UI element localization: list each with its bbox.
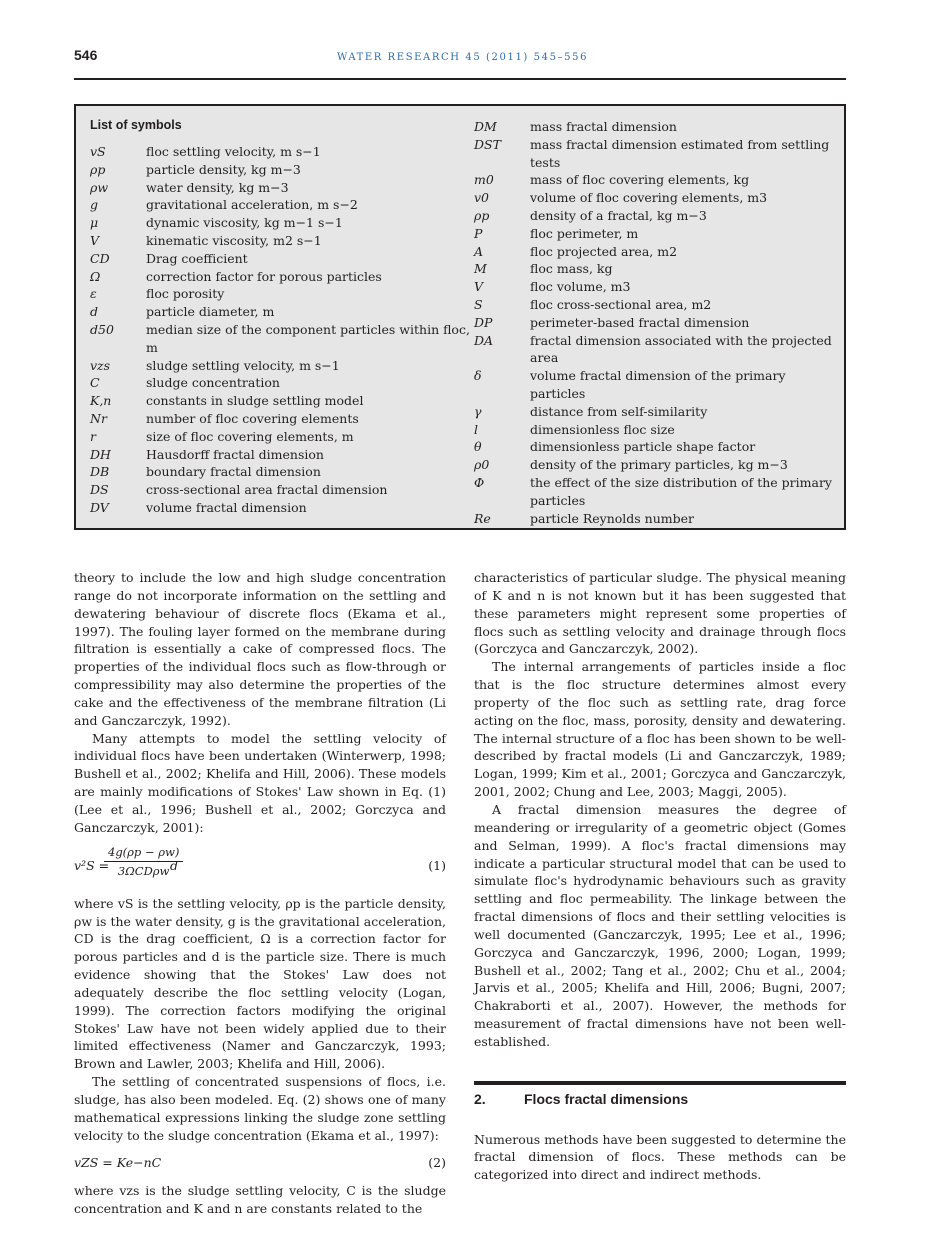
symbol-key: l [474, 421, 478, 437]
running-head: WATER RESEARCH 45 (2011) 545–556 [336, 52, 589, 63]
symbol-description: constants in sludge settling model [146, 393, 364, 409]
symbol-key: DA [474, 332, 494, 348]
symbol-description: dimensionless floc size [530, 421, 675, 437]
symbol-key: vS [90, 144, 106, 159]
symbol-description: volume fractal dimension [146, 499, 307, 515]
symbol-description: floc cross-sectional area, m2 [530, 296, 712, 312]
symbol-key: Ω [90, 268, 101, 284]
equation-tail: d [170, 857, 179, 873]
symbol-key: ε [90, 286, 97, 302]
symbol-row [90, 232, 470, 250]
symbol-description: dynamic viscosity, kg m−1 s−1 [146, 215, 343, 231]
symbol-row [90, 357, 470, 375]
symbol-description: density of the primary particles, kg m−3 [530, 457, 788, 473]
symbol-description: size of floc covering elements, m [146, 428, 354, 444]
symbol-row [90, 374, 470, 392]
symbol-row [90, 303, 470, 321]
symbol-row [90, 392, 470, 410]
symbol-key: K,n [90, 393, 112, 409]
symbol-row [474, 332, 834, 368]
symbol-description: fractal dimension associated with the projected area [530, 332, 832, 366]
symbol-description: sludge concentration [146, 375, 280, 391]
symbol-row [474, 296, 834, 314]
equation-numerator: 4g(ρp − ρw) [104, 843, 183, 862]
section-number: 2. [474, 1090, 486, 1107]
symbol-description: mass of floc covering elements, kg [530, 172, 750, 188]
symbol-description: cross-sectional area fractal dimension [146, 482, 388, 498]
symbols-right-column [474, 118, 834, 527]
symbol-key: S [474, 296, 483, 312]
symbol-key: CD [90, 250, 110, 266]
section-heading [474, 1091, 846, 1109]
symbol-description: volume of floc covering elements, m3 [530, 190, 768, 206]
symbol-row [474, 278, 834, 296]
symbol-row [90, 214, 470, 232]
symbol-description: Drag coefficient [146, 250, 248, 266]
symbol-description: gravitational acceleration, m s−2 [146, 197, 358, 213]
symbol-key: DST [474, 136, 501, 152]
symbol-row [474, 510, 834, 528]
symbol-description: volume fractal dimension of the primary particles [530, 368, 786, 401]
symbol-key: v0 [474, 190, 490, 206]
symbol-description: density of a fractal, kg m−3 [530, 207, 707, 223]
symbol-description: particle diameter, m [146, 304, 275, 320]
symbol-key: γ [474, 403, 482, 419]
symbol-key: Nr [90, 410, 107, 426]
symbol-description: perimeter-based fractal dimension [530, 314, 750, 330]
symbol-description: number of floc covering elements [146, 410, 359, 426]
symbol-key: DB [90, 464, 110, 480]
symbol-key: r [90, 428, 96, 444]
symbol-description: sludge settling velocity, m s−1 [146, 357, 340, 373]
symbol-key: m0 [474, 172, 494, 188]
symbol-key: vzs [90, 357, 111, 373]
symbol-key: DS [90, 482, 109, 498]
symbol-row [90, 499, 470, 517]
equation-number: (2) [428, 1155, 446, 1171]
symbol-key: DM [474, 119, 497, 134]
symbol-key: M [474, 261, 487, 277]
symbol-row [90, 143, 470, 161]
symbol-row [474, 207, 834, 225]
symbol-row [474, 243, 834, 261]
symbol-key: ρp [90, 161, 106, 177]
symbol-description: particle density, kg m−3 [146, 161, 301, 177]
symbol-row [474, 456, 834, 474]
symbol-row [90, 428, 470, 446]
equation-1 [74, 843, 446, 889]
list-of-symbols-box [74, 104, 846, 530]
symbol-row [474, 260, 834, 278]
equation-number: (1) [428, 857, 446, 873]
symbol-key: A [474, 243, 484, 259]
paragraph: Many attempts to model the settling velocity of individual flocs have been undertaken (Winterwerp, 1998; Bushell et al., 2002; Khelifa and Hill, 2006). These models are mainly modifications of Stokes' Law shown in Eq. (1) (Lee et al., 1996; Bushell et al., 2002; Gorczyca and Ganczarczyk, 2001): [74, 730, 446, 835]
symbol-description: floc mass, kg [530, 261, 613, 277]
symbol-row [90, 268, 470, 286]
symbol-row [474, 118, 834, 136]
symbol-row [90, 446, 470, 464]
symbol-row [474, 225, 834, 243]
symbol-description: Hausdorff fractal dimension [146, 446, 324, 462]
symbol-key: DP [474, 314, 493, 330]
symbol-description: the effect of the size distribution of the primary particles [530, 474, 832, 508]
symbol-description: floc perimeter, m [530, 225, 639, 241]
paragraph: theory to include the low and high sludge concentration range do not incorporate information on the settling and dewatering behaviour of discrete flocs (Ekama et al., 1997). The fouling layer formed on the membrane during filtration is essentially a cake of compressed flocs. The properties of the individual flocs such as flow-through or compressibility may also determine the properties of the cake and the effectiveness of the membrane filtration (Li and Ganczarczyk, 1992). [74, 570, 446, 728]
symbol-row [474, 171, 834, 189]
symbol-key: g [90, 197, 99, 213]
symbol-description: particle Reynolds number [530, 510, 694, 526]
symbol-description: floc volume, m3 [530, 279, 631, 295]
paragraph: The internal arrangements of particles inside a floc that is the floc structure determines almost every property of the floc such as settling rate, drag force acting on the floc, mass, porosity, density and dewatering. The internal structure of a floc has been shown to be well-described by fractal models (Li and Ganczarczyk, 1989; Logan, 1999; Kim et al., 2001; Gorczyca and Ganczarczyk, 2001, 2002; Chung and Lee, 2003; Maggi, 2005). [474, 659, 846, 800]
symbol-key: ρ0 [474, 457, 490, 473]
symbol-key: Φ [474, 474, 485, 490]
symbol-row [474, 189, 834, 207]
symbol-row [474, 403, 834, 421]
symbol-row [90, 161, 470, 179]
symbol-description: kinematic viscosity, m2 s−1 [146, 232, 322, 248]
symbols-title: List of symbols [90, 118, 182, 132]
section-title: Flocs fractal dimensions [524, 1090, 689, 1107]
symbol-row [90, 410, 470, 428]
symbol-description: water density, kg m−3 [146, 179, 289, 195]
symbol-key: ρw [90, 179, 109, 195]
symbol-key: V [474, 279, 484, 295]
symbol-description: floc settling velocity, m s−1 [146, 144, 321, 159]
symbol-description: correction factor for porous particles [146, 268, 382, 284]
paragraph: where vS is the settling velocity, ρp is the particle density, ρw is the water density, g is the gravitational acceleration, CD is the drag coefficient, Ω is a correction factor for porous particles and d is the particle size. There is much evidence showing that the Stokes' Law does not adequately describe the floc settling velocity (Logan, 1999). The correction factors modifying the original Stokes' Law have not been widely applied due to their limited effectiveness (Namer and Ganczarczyk, 1993; Brown and Lawler, 2003; Khelifa and Hill, 2006). [74, 895, 446, 1072]
symbol-row [90, 285, 470, 303]
symbol-key: ρp [474, 207, 490, 223]
equation-2 [74, 1154, 446, 1174]
paragraph: characteristics of particular sludge. The physical meaning of K and n is not known but it has been suggested that these parameters might represent some properties of flocs such as settling velocity and drainage through flocs (Gorczyca and Ganczarczyk, 2002). [474, 570, 846, 657]
equation-denominator: 3ΩCDρw [117, 863, 170, 878]
symbol-row [474, 136, 834, 172]
header-rule [74, 78, 846, 80]
symbol-description: dimensionless particle shape factor [530, 439, 756, 455]
symbol-key: DV [90, 499, 109, 515]
equation-body: vZS = Ke−nC [74, 1155, 162, 1171]
left-text-column [74, 569, 446, 1218]
symbol-key: DH [90, 446, 111, 462]
symbol-row [90, 463, 470, 481]
symbol-row [474, 367, 834, 403]
paragraph: where vzs is the sludge settling velocity, C is the sludge concentration and K and n are constants related to the [74, 1183, 446, 1217]
symbol-row [90, 321, 470, 357]
symbol-description: mass fractal dimension [530, 119, 677, 134]
symbol-description: boundary fractal dimension [146, 464, 321, 480]
symbol-row [474, 438, 834, 456]
symbols-left-column [90, 143, 470, 517]
symbol-key: d50 [90, 321, 114, 337]
symbol-row [90, 481, 470, 499]
symbol-row [90, 179, 470, 197]
equation-lhs: v²S = [74, 857, 110, 873]
symbol-row [474, 421, 834, 439]
paragraph: A fractal dimension measures the degree of meandering or irregularity of a geometric object (Gomes and Selman, 1999). A floc's fractal dimensions may indicate a particular structural model that can be used to simulate floc's hydrodynamic behaviours such as gravity settling and floc permeability. The linkage between the fractal dimensions of flocs and their settling velocities is well documented (Ganczarczyk, 1995; Lee et al., 1996; Gorczyca and Ganczarczyk, 1996, 2000; Logan, 1999; Bushell et al., 2002; Tang et al., 2002; Chu et al., 2004; Jarvis et al., 2005; Khelifa and Hill, 2006; Bugni, 2007; Chakraborti et al., 2007). However, the methods for measurement of fractal dimensions have not been well-established. [474, 801, 846, 1049]
symbol-description: distance from self-similarity [530, 403, 708, 419]
symbol-key: δ [474, 368, 482, 384]
symbol-row [90, 250, 470, 268]
symbol-description: mass fractal dimension estimated from settling tests [530, 136, 830, 170]
paragraph: The settling of concentrated suspensions of flocs, i.e. sludge, has also been modeled. Eq. (2) shows one of many mathematical expressions linking the sludge zone settling velocity to the sludge concentration (Ekama et al., 1997): [74, 1074, 446, 1143]
symbol-description: floc projected area, m2 [530, 243, 678, 259]
symbol-key: Re [474, 510, 491, 526]
symbol-row [474, 314, 834, 332]
symbol-row [474, 474, 834, 510]
symbol-description: floc porosity [146, 286, 225, 302]
paragraph: Numerous methods have been suggested to determine the fractal dimension of flocs. These methods can be categorized into direct and indirect methods. [474, 1131, 846, 1183]
symbol-row [90, 196, 470, 214]
symbol-description: median size of the component particles within floc, m [146, 321, 470, 355]
symbol-key: V [90, 232, 100, 248]
page-number: 546 [74, 47, 98, 63]
symbol-key: d [90, 304, 99, 320]
right-text-column [474, 569, 846, 1184]
symbol-key: C [90, 375, 100, 391]
symbol-key: μ [90, 215, 99, 231]
symbol-key: θ [474, 439, 482, 455]
symbol-key: P [474, 225, 483, 241]
section-rule [474, 1081, 846, 1085]
